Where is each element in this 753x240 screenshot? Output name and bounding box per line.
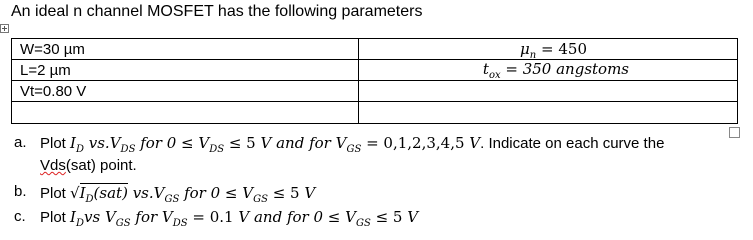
sqrt-sign: √ [70,184,80,202]
math-vds: V [161,208,173,226]
math-range: for 0 ≤ [135,134,199,152]
column-divider [358,81,359,101]
math-id-sub: D [75,218,84,229]
math-vgs: V [153,184,165,202]
math-le5: ≤ 5 [224,134,261,152]
checkbox-icon[interactable] [729,127,740,138]
math-range: for 0 ≤ [179,184,243,202]
math-unit2: V [469,134,481,152]
sqrt-body [80,183,128,205]
math-vds-sub: DS [172,218,188,229]
oxide-value: = 350 angstoms [500,60,629,78]
math-vgs2-sub: GS [253,194,268,205]
math-unit: V [304,184,316,202]
math-vs: vs. [127,184,154,202]
question-a-line2 [40,157,137,174]
question-label: a. [14,134,27,151]
math-eq: = 0.1 [187,208,239,226]
math-vgs: V [104,208,116,226]
text-plot: Plot [40,135,71,152]
t-symbol: t [482,60,489,78]
math-vgs-sub: GS [346,144,362,155]
math-id: I [79,184,86,202]
math-vgs2-sub: GS [355,218,371,229]
parameters-table[interactable] [11,38,738,124]
math-vgs2: V [345,208,356,226]
text-tail: . Indicate on each curve the [480,135,665,152]
math-vds-sub: DS [120,144,136,155]
mu-subscript: n [529,50,537,61]
math-vals: = 0,1,2,3,4,5 [361,134,470,152]
text-plot: Plot [40,185,71,202]
column-divider [358,102,359,123]
table-row [12,101,737,123]
math-vds: V [109,134,121,152]
math-vds2-sub: DS [209,144,225,155]
table-row [12,39,737,59]
math-vgs2: V [242,184,254,202]
math-unit: V [238,208,250,226]
column-divider [358,60,359,80]
question-text [40,134,664,155]
math-id-sub: D [85,194,94,205]
question-label: b. [14,183,27,200]
question-text [40,208,418,229]
math-id-sub: D [75,144,84,155]
math-unit: V [260,134,272,152]
math-vgs-sub: GS [115,218,131,229]
text-plot: Plot [40,209,71,226]
param-length: L=2 µm [20,62,71,79]
question-label: c. [14,208,26,225]
column-divider [358,39,359,59]
math-andfor: and for [271,134,336,152]
param-oxide-thickness [483,60,629,81]
math-le5: ≤ 5 [267,184,305,202]
math-vds2: V [198,134,210,152]
param-width: W=30 µm [20,41,85,58]
math-id: I [70,134,76,152]
move-handle-icon[interactable] [0,24,9,33]
table-row [12,80,737,101]
math-for: for [130,208,162,226]
question-text [40,183,315,205]
math-vgs-sub: GS [164,194,180,205]
math-id: I [70,208,76,226]
param-mobility [520,40,587,61]
math-vs: vs [83,208,105,226]
spellcheck-word[interactable]: Vds [40,157,66,174]
table-row [12,59,737,80]
document-title: An ideal n channel MOSFET has the following parameters [11,3,423,20]
t-subscript: ox [488,70,501,81]
mu-symbol: μ [520,40,530,58]
question-text-line2: (sat) point. [65,157,137,174]
math-vgs: V [335,134,347,152]
math-le5: ≤ 5 [370,208,408,226]
mobility-value: = 450 [536,40,587,58]
math-sat: (sat) [93,184,128,202]
math-andfor: and for 0 ≤ [249,208,346,226]
param-threshold-voltage: Vt=0.80 V [20,83,87,100]
math-vs: vs. [83,134,110,152]
math-unit2: V [407,208,419,226]
